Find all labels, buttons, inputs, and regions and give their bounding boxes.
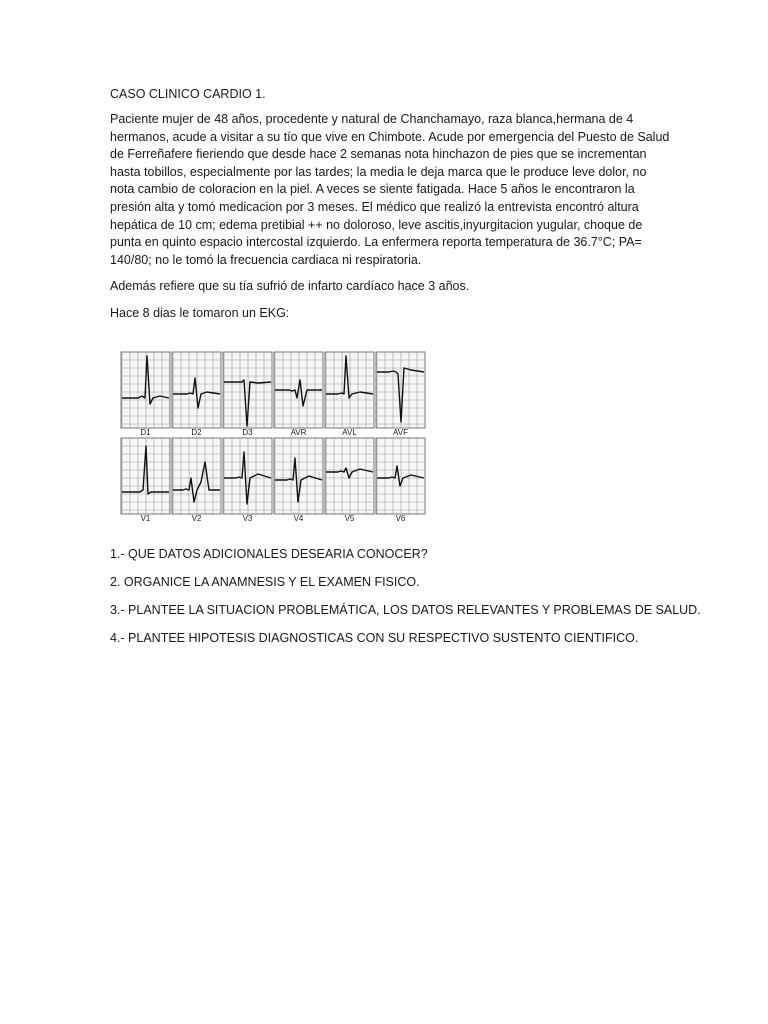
ekg-lead-label: D1 xyxy=(140,428,151,437)
ekg-panel-v1 xyxy=(121,438,170,523)
ekg-figure xyxy=(120,350,426,524)
ekg-panel-avf xyxy=(376,352,425,437)
ekg-lead-label: V1 xyxy=(140,514,151,523)
ekg-panel-v6 xyxy=(376,438,425,523)
ekg-lead-label: V5 xyxy=(344,514,355,523)
ekg-panel-d1 xyxy=(121,352,170,437)
ekg-lead-label: AVF xyxy=(393,428,408,437)
questions-list xyxy=(110,546,710,658)
ekg-strip-image xyxy=(120,350,426,524)
ekg-panel-v4 xyxy=(274,438,323,523)
ekg-lead-label: D2 xyxy=(191,428,202,437)
ekg-lead-label: V4 xyxy=(293,514,304,523)
ekg-lead-label: V6 xyxy=(395,514,406,523)
ekg-panel-d3 xyxy=(223,352,272,437)
ekg-lead-label: AVL xyxy=(342,428,357,437)
ekg-panel-v3 xyxy=(223,438,272,523)
ekg-lead-label: V3 xyxy=(242,514,253,523)
question-1: 1.- QUE DATOS ADICIONALES DESEARIA CONOCER? xyxy=(110,547,428,561)
ekg-panel-avl xyxy=(325,352,374,437)
ekg-panel-v2 xyxy=(172,438,221,523)
ekg-lead-label: V2 xyxy=(191,514,202,523)
ekg-panel-avr xyxy=(274,352,323,437)
ekg-intro: Hace 8 dias le tomaron un EKG: xyxy=(110,305,290,320)
question-3: 3.- PLANTEE LA SITUACION PROBLEMÁTICA, LOS DATOS RELEVANTES Y PROBLEMAS DE SALUD. xyxy=(110,603,701,617)
ekg-panel-v5 xyxy=(325,438,374,523)
question-4: 4.- PLANTEE HIPOTESIS DIAGNOSTICAS CON SU RESPECTIVO SUSTENTO CIENTIFICO. xyxy=(110,631,639,645)
ekg-lead-label: D3 xyxy=(242,428,253,437)
document-body xyxy=(110,86,670,332)
question-2: 2. ORGANICE LA ANAMNESIS Y EL EXAMEN FISICO. xyxy=(110,575,420,589)
ekg-panel-d2 xyxy=(172,352,221,437)
case-paragraph: Paciente mujer de 48 años, procedente y natural de Chanchamayo, raza blanca,hermana de 4 hermanos, acude a visitar a su tío que vive en Chimbote. Acude por emergencia del Puesto de Salud de Ferreñafere fieriendo que desde hace 2 semanas nota hinchazon de pies que se incrementan hasta tobillos, especialmente por las tardes; la media le deja marca que le produce leve dolor, no nota cambio de coloracion en la piel. A veces se siente fatigada. Hace 5 años le encontraron la presión alta y tomó medicacion por 3 meses. El médico que realizó la entrevista encontró altura hepática de 10 cm; edema pretibial ++ no doloroso, leve ascitis,inyurgitacion yugular, choque de punta en quinto espacio intercostal izquierdo. La enfermera reporta temperatura de 36.7°C; PA= 140/80; no le tomó la frecuencia cardiaca ni respiratoria. xyxy=(110,112,670,267)
case-title: CASO CLINICO CARDIO 1. xyxy=(110,87,266,101)
ekg-lead-label: AVR xyxy=(290,428,307,437)
family-history-paragraph: Además refiere que su tía sufrió de infarto cardíaco hace 3 años. xyxy=(110,279,470,294)
